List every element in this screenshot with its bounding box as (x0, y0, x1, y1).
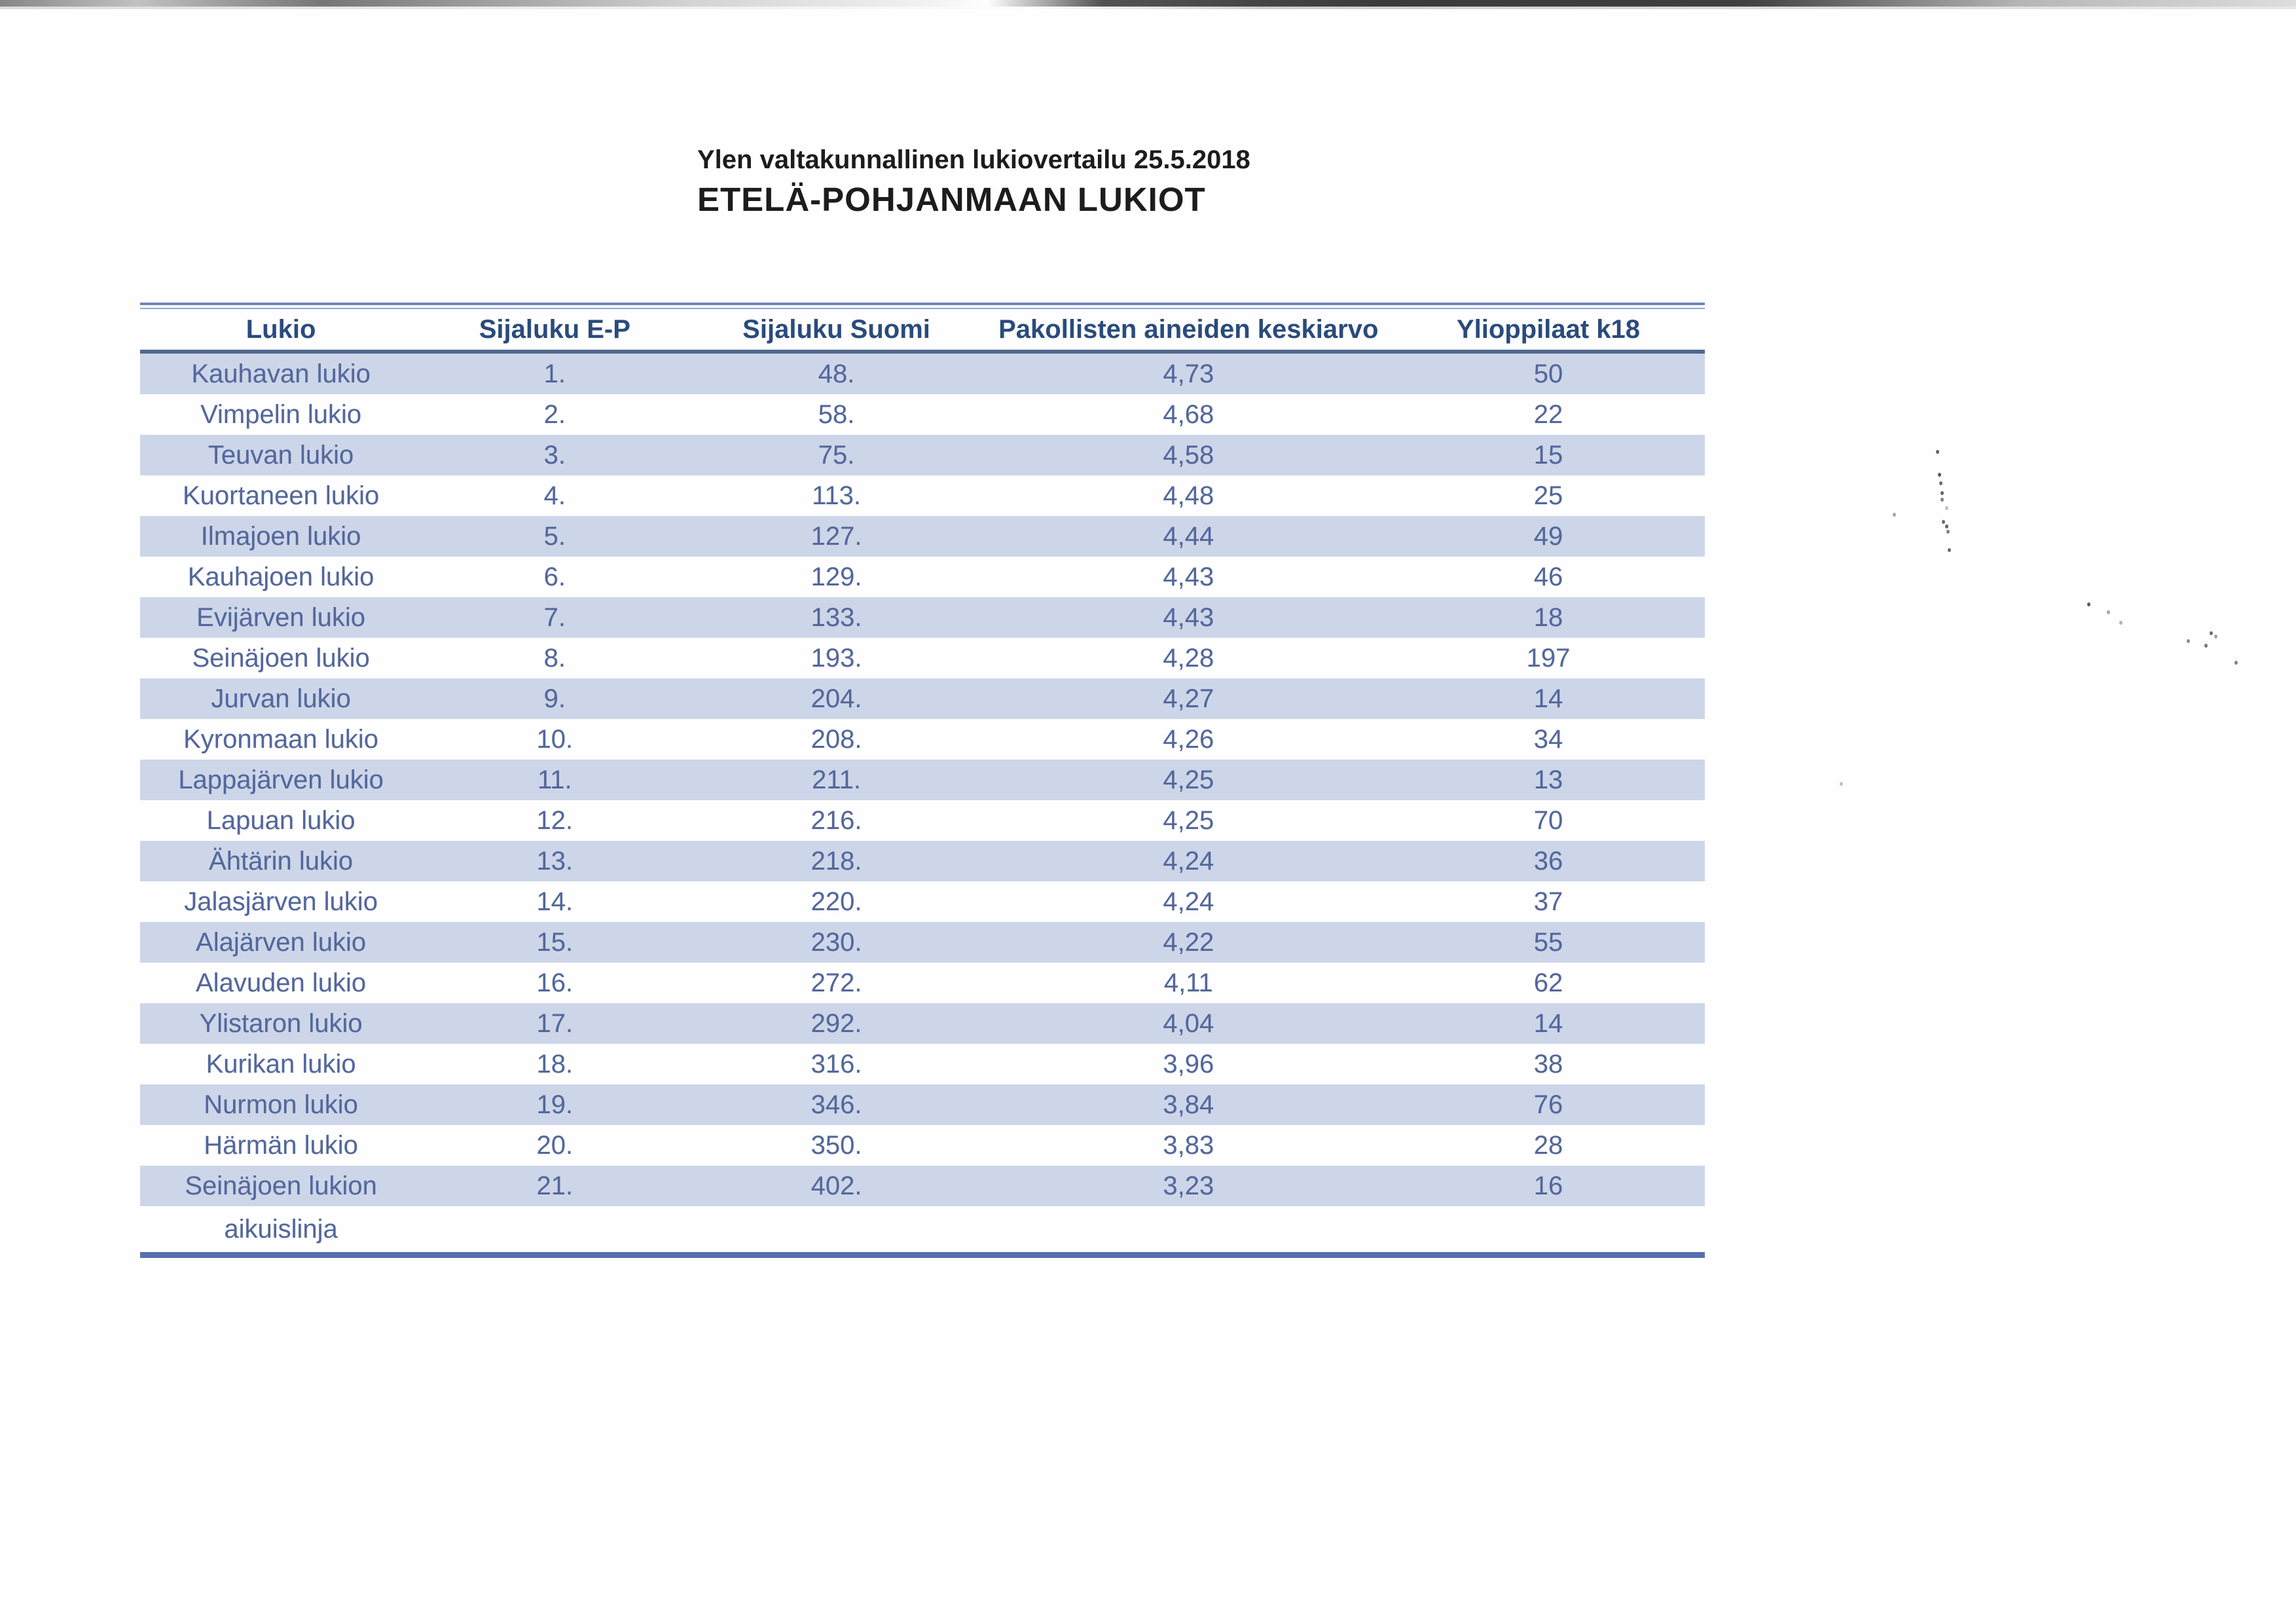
table-cell: 7. (543, 602, 566, 632)
table-row (140, 1166, 1705, 1206)
table-cell: 17. (536, 1008, 574, 1038)
table-cell: 13. (536, 846, 574, 876)
table-cell: 292. (811, 1008, 862, 1038)
table-cell: Jalasjärven lukio (184, 887, 378, 916)
table-cell: 1. (543, 359, 566, 388)
table-row (140, 516, 1705, 557)
table-cell: 19. (536, 1090, 574, 1119)
table-bottom-rule (140, 1252, 1705, 1258)
table-cell: 4,25 (1163, 805, 1214, 835)
table-cell: Härmän lukio (204, 1130, 358, 1160)
table-cell: 316. (811, 1049, 862, 1079)
table-cell: 70 (1533, 805, 1563, 835)
table-cell: 76 (1533, 1090, 1563, 1119)
table-row (140, 597, 1705, 638)
table-cell: 14. (536, 887, 574, 916)
table-cell: 48. (818, 359, 855, 388)
table-cell: 10. (536, 724, 574, 754)
table-cell: 193. (811, 643, 862, 673)
table-cell: 9. (543, 684, 566, 713)
table-cell: 2. (543, 399, 566, 429)
table-cell: 4,43 (1163, 562, 1214, 591)
table-cell: 216. (811, 805, 862, 835)
table-cell: Ähtärin lukio (209, 846, 354, 876)
table-cell: 129. (811, 562, 862, 591)
table-cell: 211. (812, 765, 861, 794)
table-cell: 4,25 (1163, 765, 1214, 794)
column-header: Ylioppilaat k18 (1456, 314, 1641, 344)
table-cell: 4,43 (1163, 602, 1214, 632)
table-row (140, 475, 1705, 516)
table-cell: 55 (1533, 927, 1563, 957)
table-row (140, 719, 1705, 760)
table-cell: 127. (811, 521, 862, 551)
table-cell: 12. (536, 805, 574, 835)
table-cell: 346. (811, 1090, 862, 1119)
table-cell: 18 (1533, 602, 1563, 632)
table-cell: 197 (1526, 643, 1571, 673)
table-cell: 14 (1533, 684, 1563, 713)
column-header: Lukio (246, 314, 316, 344)
column-header: Sijaluku Suomi (742, 314, 930, 344)
document-subtitle: ETELÄ-POHJANMAAN LUKIOT (697, 181, 1206, 218)
table-cell: 6. (543, 562, 566, 591)
table-cell: 18. (536, 1049, 574, 1079)
table-cell: 4,68 (1163, 399, 1214, 429)
table-cell: 34 (1533, 724, 1563, 754)
table-cell: 3,83 (1163, 1130, 1214, 1160)
table-cell: 8. (543, 643, 566, 673)
table-cell: 4,48 (1163, 481, 1214, 510)
table-cell: 4. (543, 481, 566, 510)
table-cell: 4,04 (1163, 1008, 1214, 1038)
table-cell: 3,96 (1163, 1049, 1214, 1079)
table-cell: Kurikan lukio (206, 1049, 356, 1079)
table-cell: 13 (1533, 765, 1563, 794)
table-cell: 28 (1533, 1130, 1563, 1160)
table-cell: Kuortaneen lukio (182, 481, 380, 510)
table-row (140, 963, 1705, 1003)
lukio-comparison-table (140, 303, 1705, 1258)
table-row (140, 394, 1705, 435)
scan-specks (1936, 450, 1939, 454)
table-cell: 4,24 (1163, 846, 1214, 876)
table-cell: 218. (811, 846, 862, 876)
table-cell: 14 (1533, 1008, 1563, 1038)
table-header-row (140, 309, 1705, 354)
table-cell: 16. (536, 968, 574, 997)
column-header: Sijaluku E-P (479, 314, 630, 344)
table-cell: Alajärven lukio (196, 927, 367, 957)
table-cell: 25 (1533, 481, 1563, 510)
table-cell: 4,27 (1163, 684, 1214, 713)
table-cell: Ilmajoen lukio (200, 521, 361, 551)
table-cell-continuation: aikuislinja (224, 1214, 338, 1244)
table-cell: Seinäjoen lukion (185, 1171, 377, 1200)
table-cell: Kyronmaan lukio (183, 724, 379, 754)
table-row (140, 354, 1705, 394)
table-top-rule (140, 303, 1705, 309)
table-cell: Lappajärven lukio (178, 765, 384, 794)
table-cell: 4,58 (1163, 440, 1214, 470)
scan-artifact-top-edge (0, 0, 2296, 7)
table-row (140, 1084, 1705, 1125)
table-row (140, 638, 1705, 678)
table-cell: 11. (538, 765, 572, 794)
table-cell: 5. (543, 521, 566, 551)
table-row (140, 1003, 1705, 1044)
table-cell: Nurmon lukio (204, 1090, 358, 1119)
table-cell: 50 (1533, 359, 1563, 388)
table-cell: 20. (536, 1130, 574, 1160)
table-row (140, 922, 1705, 963)
table-cell: Evijärven lukio (196, 602, 366, 632)
table-cell: 36 (1533, 846, 1563, 876)
table-row (140, 760, 1705, 800)
table-row (140, 800, 1705, 841)
table-cell: 4,11 (1163, 968, 1213, 997)
table-cell: 133. (811, 602, 862, 632)
table-cell: Teuvan lukio (208, 440, 354, 470)
table-cell: 350. (811, 1130, 862, 1160)
table-cell: Seinäjoen lukio (192, 643, 370, 673)
table-cell: 62 (1533, 968, 1563, 997)
table-cell: 4,26 (1163, 724, 1214, 754)
table-cell: Kauhavan lukio (191, 359, 371, 388)
table-cell: 75. (818, 440, 855, 470)
table-body (140, 354, 1705, 1206)
table-cell: 4,73 (1163, 359, 1214, 388)
table-cell: 4,22 (1163, 927, 1214, 957)
table-cell: 3,84 (1163, 1090, 1214, 1119)
table-cell: 208. (811, 724, 862, 754)
table-row (140, 1125, 1705, 1166)
table-cell: 4,28 (1163, 643, 1214, 673)
table-cell: 21. (536, 1171, 574, 1200)
table-cell: 402. (811, 1171, 862, 1200)
table-row (140, 557, 1705, 597)
table-cell: 272. (811, 968, 862, 997)
table-cell: Ylistaron lukio (199, 1008, 363, 1038)
table-cell: 22 (1533, 399, 1563, 429)
table-cell: 204. (811, 684, 862, 713)
table-cell: 4,44 (1163, 521, 1214, 551)
table-cell: 58. (818, 399, 855, 429)
table-cell: 37 (1533, 887, 1563, 916)
table-cell: 46 (1533, 562, 1563, 591)
table-cell: 16 (1533, 1171, 1563, 1200)
table-cell: 15. (536, 927, 574, 957)
table-cell: 4,24 (1163, 887, 1214, 916)
table-continuation-row (140, 1206, 1705, 1252)
table-cell: Vimpelin lukio (200, 399, 362, 429)
table-row (140, 435, 1705, 475)
column-header: Pakollisten aineiden keskiarvo (998, 314, 1379, 344)
table-row (140, 841, 1705, 881)
document-header (697, 143, 1250, 223)
table-cell: 49 (1533, 521, 1563, 551)
table-row (140, 881, 1705, 922)
document-title: Ylen valtakunnallinen lukiovertailu 25.5.2018 (697, 145, 1250, 174)
table-cell: 220. (811, 887, 862, 916)
table-row (140, 678, 1705, 719)
table-cell: Lapuan lukio (206, 805, 355, 835)
table-cell: Kauhajoen lukio (187, 562, 374, 591)
table-cell: 15 (1533, 440, 1563, 470)
table-cell: 3. (543, 440, 566, 470)
table-cell: 3,23 (1163, 1171, 1214, 1200)
table-cell: Alavuden lukio (196, 968, 367, 997)
scan-artifact-top-edge-shadow (0, 7, 2296, 9)
table-cell: Jurvan lukio (211, 684, 351, 713)
table-row (140, 1044, 1705, 1084)
table-cell: 38 (1533, 1049, 1563, 1079)
table-cell: 113. (812, 481, 861, 510)
table-cell: 230. (811, 927, 862, 957)
